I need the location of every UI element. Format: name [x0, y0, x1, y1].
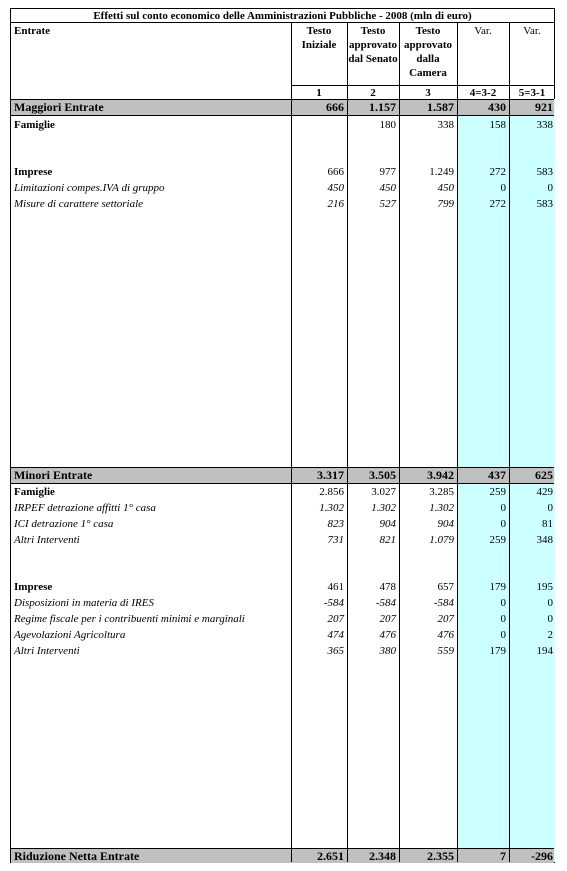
row-value-4: 0 — [500, 629, 506, 641]
section-value-5: 625 — [535, 468, 553, 482]
row-value-5: 81 — [542, 518, 553, 530]
row-label: Altri Interventi — [14, 534, 80, 546]
row-value-5: 429 — [536, 486, 553, 498]
row-value-5: 348 — [536, 534, 553, 546]
row-label: Imprese — [14, 581, 53, 593]
row-label: Disposizioni in materia di IRES — [14, 597, 154, 609]
header-col1 — [291, 24, 347, 52]
section-value-2: 1.157 — [369, 100, 396, 114]
row-value-2: 1.302 — [371, 502, 396, 514]
row-value-3: 207 — [437, 613, 454, 625]
header-entrate: Entrate — [14, 25, 51, 37]
header-col4: Var. — [474, 25, 492, 37]
row-value-4: 179 — [489, 645, 506, 657]
section-label: Minori Entrate — [14, 468, 93, 482]
col-sep-1 — [291, 22, 292, 862]
row-label: Famiglie — [14, 486, 55, 498]
row-value-1: 666 — [327, 166, 344, 178]
section-value-2: 3.505 — [369, 468, 396, 482]
header-col3 — [399, 24, 457, 80]
row-label: Limitazioni compes.IVA di gruppo — [14, 182, 165, 194]
rule-minori-top — [11, 467, 554, 468]
row-value-2: 821 — [379, 534, 396, 546]
header-col2-line3: dal Senato — [348, 53, 398, 65]
row-value-3: 904 — [437, 518, 454, 530]
row-value-4: 179 — [489, 581, 506, 593]
row-label: Famiglie — [14, 119, 55, 131]
row-value-1: 216 — [327, 198, 344, 210]
header-col3-line3: dalla — [416, 53, 440, 65]
row-value-5: 2 — [547, 629, 553, 641]
header-col1-line1: Testo — [306, 25, 332, 37]
header-col3-line4: Camera — [409, 67, 447, 79]
section-value-1: 2.651 — [317, 849, 344, 863]
section-value-3: 1.587 — [427, 100, 454, 114]
section-value-4: 430 — [488, 100, 506, 114]
row-value-4: 259 — [489, 486, 506, 498]
row-value-1: 461 — [327, 581, 344, 593]
row-value-3: 1.249 — [429, 166, 454, 178]
row-value-4: 272 — [489, 198, 506, 210]
row-value-2: 207 — [379, 613, 396, 625]
section-value-2: 2.348 — [369, 849, 396, 863]
row-value-2: 3.027 — [371, 486, 396, 498]
row-value-5: 194 — [536, 645, 553, 657]
section-value-1: 666 — [326, 100, 344, 114]
row-value-4: 0 — [500, 518, 506, 530]
row-value-3: 1.302 — [429, 502, 454, 514]
section-value-5: -296 — [531, 849, 553, 863]
row-label: ICI detrazione 1° casa — [14, 518, 114, 530]
header-col3-line2: approvato — [403, 39, 453, 51]
colnum-2: 2 — [370, 87, 376, 99]
row-value-1: 2.856 — [319, 486, 344, 498]
row-label: Imprese — [14, 166, 53, 178]
economic-effects-table — [10, 8, 555, 863]
row-value-2: 380 — [379, 645, 396, 657]
section-value-5: 921 — [535, 100, 553, 114]
row-value-3: 3.285 — [429, 486, 454, 498]
row-value-1: 365 — [327, 645, 344, 657]
row-value-5: 338 — [536, 119, 553, 131]
row-value-3: 799 — [437, 198, 454, 210]
row-value-3: 476 — [437, 629, 454, 641]
row-value-2: 450 — [379, 182, 396, 194]
row-label: Altri Interventi — [14, 645, 80, 657]
section-value-3: 2.355 — [427, 849, 454, 863]
section-label: Riduzione Netta Entrate — [14, 849, 140, 863]
row-label: Regime fiscale per i contribuenti minimi e marginali — [14, 613, 245, 625]
row-value-4: 0 — [500, 613, 506, 625]
rule-maggiori-bottom — [11, 115, 554, 116]
row-value-3: 450 — [437, 182, 454, 194]
row-value-3: 338 — [437, 119, 454, 131]
row-value-5: 0 — [547, 613, 553, 625]
row-value-3: 559 — [437, 645, 454, 657]
colnum-3: 3 — [425, 87, 431, 99]
header-col2 — [347, 24, 399, 66]
row-value-2: 977 — [379, 166, 396, 178]
row-value-1: 731 — [327, 534, 344, 546]
row-value-5: 0 — [547, 182, 553, 194]
row-label: IRPEF detrazione affitti 1° casa — [14, 502, 156, 514]
row-value-2: 904 — [379, 518, 396, 530]
header-col2-line2: approvato — [348, 39, 398, 51]
row-value-1: 450 — [327, 182, 344, 194]
section-label: Maggiori Entrate — [14, 100, 104, 114]
row-value-4: 158 — [489, 119, 506, 131]
header-col5: Var. — [523, 25, 541, 37]
colnum-5: 5=3-1 — [518, 87, 546, 99]
row-value-3: 657 — [437, 581, 454, 593]
row-value-1: -584 — [323, 597, 344, 609]
row-value-3: 1.079 — [429, 534, 454, 546]
row-value-2: 478 — [379, 581, 396, 593]
row-value-4: 259 — [489, 534, 506, 546]
row-value-5: 0 — [547, 502, 553, 514]
row-value-1: 474 — [327, 629, 344, 641]
rule-minori-bottom — [11, 483, 554, 484]
row-value-2: -584 — [375, 597, 396, 609]
section-value-4: 437 — [488, 468, 506, 482]
row-value-5: 0 — [547, 597, 553, 609]
row-value-2: 180 — [379, 119, 396, 131]
table-title: Effetti sul conto economico delle Amministrazioni Pubbliche - 2008 (mln di euro) — [93, 10, 472, 22]
row-value-4: 0 — [500, 502, 506, 514]
row-value-5: 583 — [536, 166, 553, 178]
row-value-5: 583 — [536, 198, 553, 210]
header-col1-line2: Iniziale — [301, 39, 337, 51]
row-value-5: 195 — [536, 581, 553, 593]
row-value-2: 476 — [379, 629, 396, 641]
row-value-4: 272 — [489, 166, 506, 178]
colnum-1: 1 — [316, 87, 322, 99]
row-value-2: 527 — [379, 198, 396, 210]
section-value-3: 3.942 — [427, 468, 454, 482]
row-value-1: 1.302 — [319, 502, 344, 514]
row-label: Agevolazioni Agricoltura — [14, 629, 126, 641]
row-label: Misure di carattere settoriale — [14, 198, 144, 210]
header-col3-line1: Testo — [415, 25, 441, 37]
col-sep-3 — [399, 22, 400, 862]
colnum-4: 4=3-2 — [469, 87, 497, 99]
row-value-1: 207 — [327, 613, 344, 625]
col-sep-4 — [457, 22, 458, 862]
row-value-4: 0 — [500, 597, 506, 609]
col-sep-5 — [509, 22, 510, 862]
section-value-1: 3.317 — [317, 468, 344, 482]
row-value-4: 0 — [500, 182, 506, 194]
row-value-1: 823 — [327, 518, 344, 530]
col-sep-2 — [347, 22, 348, 862]
section-value-4: 7 — [500, 849, 506, 863]
header-col2-line1: Testo — [360, 25, 386, 37]
row-value-3: -584 — [433, 597, 454, 609]
